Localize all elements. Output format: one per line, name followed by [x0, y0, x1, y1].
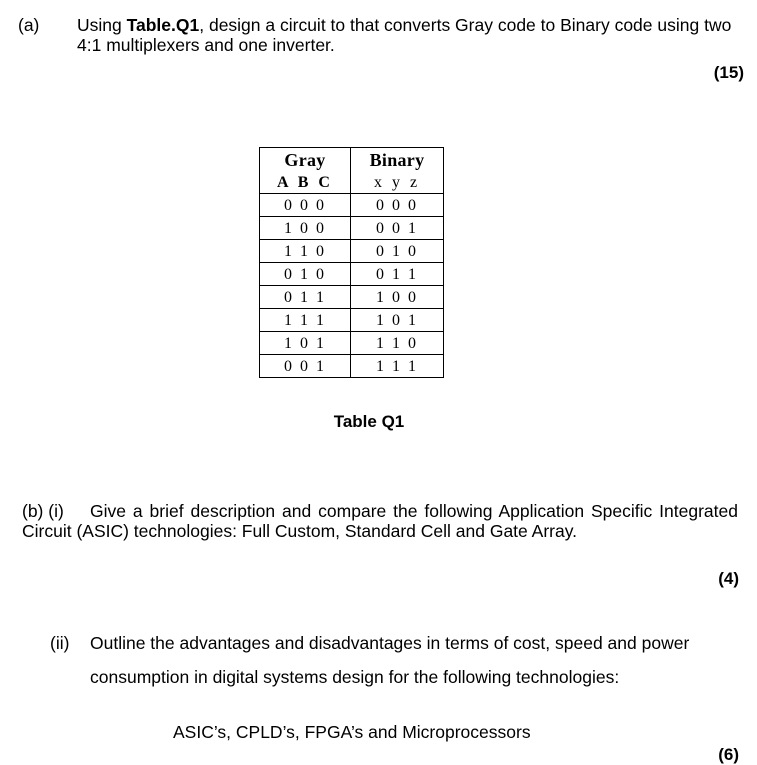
- table-header-row: [260, 148, 444, 173]
- question-b-ii-line2: consumption in digital systems design for the following technologies:: [90, 667, 620, 687]
- binary-cell: 0 0 0: [351, 194, 444, 217]
- binary-cell: 1 0 0: [351, 286, 444, 309]
- question-b-ii-marks: (6): [718, 745, 739, 764]
- question-a-text: [77, 15, 737, 55]
- binary-cell: 1 0 1: [351, 309, 444, 332]
- binary-cell: 1 1 1: [351, 355, 444, 378]
- question-b-i: [22, 501, 738, 541]
- question-b-i-label: (b) (i): [22, 501, 64, 521]
- question-a-text-before: Using: [77, 15, 127, 35]
- gray-cell: 0 0 1: [260, 355, 351, 378]
- table-row: [260, 309, 444, 332]
- gray-cell: 1 0 0: [260, 217, 351, 240]
- table-row: [260, 240, 444, 263]
- question-b-ii-label: (ii): [50, 633, 70, 653]
- gray-cell: 1 1 1: [260, 309, 351, 332]
- table-row: [260, 263, 444, 286]
- header-binary: Binary: [351, 148, 444, 173]
- gray-cell: 0 0 0: [260, 194, 351, 217]
- binary-cell: 0 0 1: [351, 217, 444, 240]
- gray-cell: 0 1 0: [260, 263, 351, 286]
- question-b-ii-line1: [50, 633, 689, 653]
- binary-cell: 1 1 0: [351, 332, 444, 355]
- question-b-i-marks: (4): [718, 569, 739, 588]
- table-row: [260, 217, 444, 240]
- question-a-label: (a): [18, 15, 40, 35]
- table-row: [260, 286, 444, 309]
- table-row: [260, 194, 444, 217]
- technologies-list: ASIC’s, CPLD’s, FPGA’s and Microprocessors: [173, 722, 531, 742]
- binary-cell: 0 1 1: [351, 263, 444, 286]
- table-row: [260, 332, 444, 355]
- table-subheader-row: [260, 172, 444, 194]
- table-row: [260, 355, 444, 378]
- binary-cell: 0 1 0: [351, 240, 444, 263]
- question-b-ii-text-line1: Outline the advantages and disadvantages in terms of cost, speed and power: [90, 633, 690, 653]
- table-reference: Table.Q1: [126, 15, 200, 35]
- question-a-marks: (15): [713, 63, 744, 82]
- gray-cell: 1 1 0: [260, 240, 351, 263]
- gray-cell: 0 1 1: [260, 286, 351, 309]
- question-b-i-text: Give a brief description and compare the following Application Specific Integrated Circuit (ASIC) technologies: Full Custom, Standard Cell and Gate Array.: [22, 501, 738, 541]
- header-gray: Gray: [260, 148, 351, 173]
- table-caption: Table Q1: [333, 412, 405, 431]
- subheader-abc: A B C: [260, 172, 351, 194]
- gray-cell: 1 0 1: [260, 332, 351, 355]
- question-a-text-after: , design a circuit to that converts Gray code to Binary code using two 4:1 multiplexers and one inverter.: [77, 15, 732, 55]
- subheader-xyz: x y z: [351, 172, 444, 194]
- gray-binary-table: [259, 147, 444, 378]
